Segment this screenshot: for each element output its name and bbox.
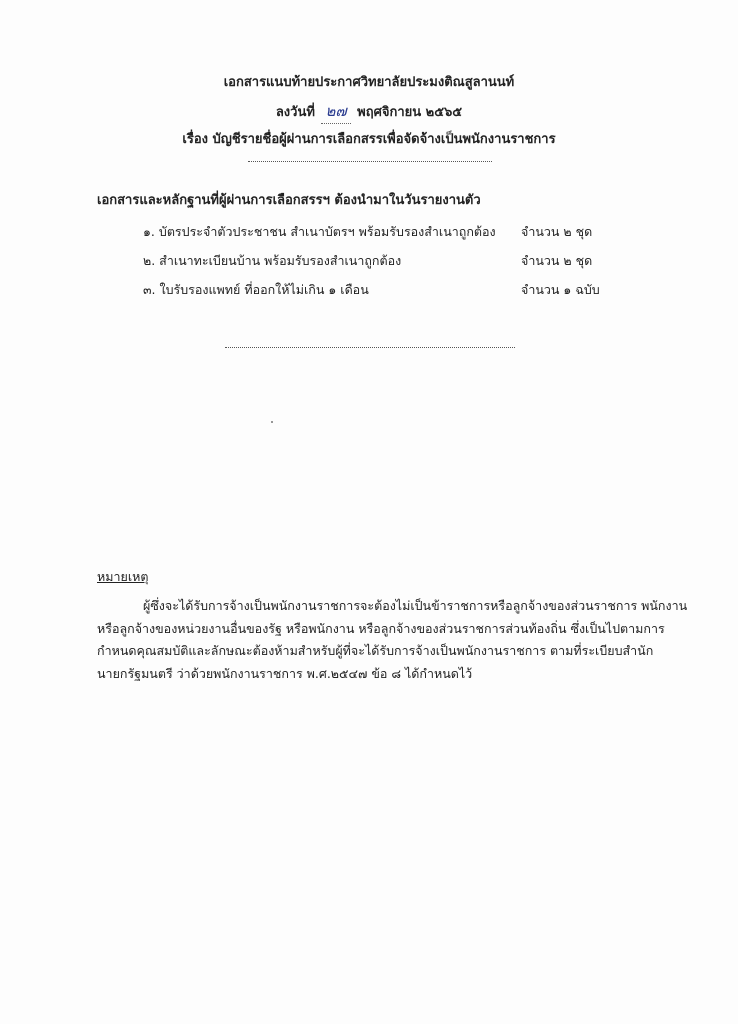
requirement-text: ๑. บัตรประจำตัวประชาชน สำเนาบัตรฯ พร้อมรับรองสำเนาถูกต้อง	[143, 224, 496, 239]
requirements-title: เอกสารและหลักฐานที่ผู้ผ่านการเลือกสรรฯ ต้องนำมาในวันรายงานตัว	[97, 193, 481, 208]
note-line: กำหนดคุณสมบัติและลักษณะต้องห้ามสำหรับผู้ที่จะได้รับการจ้างเป็นพนักงานราชการ ตามที่ระเบียบสำนัก	[97, 643, 654, 658]
header-line-2	[0, 99, 738, 124]
requirement-item	[143, 280, 613, 298]
header-line-1: เอกสารแนบท้ายประกาศวิทยาลัยประมงติณสูลานนท์	[223, 75, 515, 90]
section-divider	[225, 347, 515, 348]
requirement-item	[143, 222, 613, 240]
header-divider	[248, 161, 492, 162]
requirement-text: ๒. สำเนาทะเบียนบ้าน พร้อมรับรองสำเนาถูกต้อง	[143, 253, 402, 268]
note-line: ผู้ซึ่งจะได้รับการจ้างเป็นพนักงานราชการจะต้องไม่เป็นข้าราชการหรือลูกจ้างของส่วนราชการ พนักงาน	[143, 598, 688, 613]
date-suffix: พฤศจิกายน ๒๕๖๕	[357, 105, 463, 120]
requirement-quantity: จำนวน ๒ ชุด	[521, 224, 593, 239]
requirement-quantity: จำนวน ๒ ชุด	[521, 253, 593, 268]
scan-speck	[271, 421, 273, 423]
requirement-quantity: จำนวน ๑ ฉบับ	[521, 282, 600, 297]
note-line: นายกรัฐมนตรี ว่าด้วยพนักงานราชการ พ.ศ.๒๕๔๗ ข้อ ๘ ได้กำหนดไว้	[97, 666, 473, 681]
date-prefix: ลงวันที่	[275, 105, 315, 120]
requirement-text: ๓. ใบรับรองแพทย์ ที่ออกให้ไม่เกิน ๑ เดือน	[143, 282, 369, 297]
requirement-item	[143, 251, 613, 269]
handwritten-day: ๒๗	[321, 99, 350, 124]
note-line: หรือลูกจ้างของหน่วยงานอื่นของรัฐ หรือพนักงาน หรือลูกจ้างของส่วนราชการส่วนท้องถิ่น ซึ่งเป็นไปตามการ	[97, 621, 665, 636]
note-title: หมายเหตุ	[97, 569, 149, 584]
header-line-3: เรื่อง บัญชีรายชื่อผู้ผ่านการเลือกสรรเพื่อจัดจ้างเป็นพนักงานราชการ	[182, 132, 556, 147]
